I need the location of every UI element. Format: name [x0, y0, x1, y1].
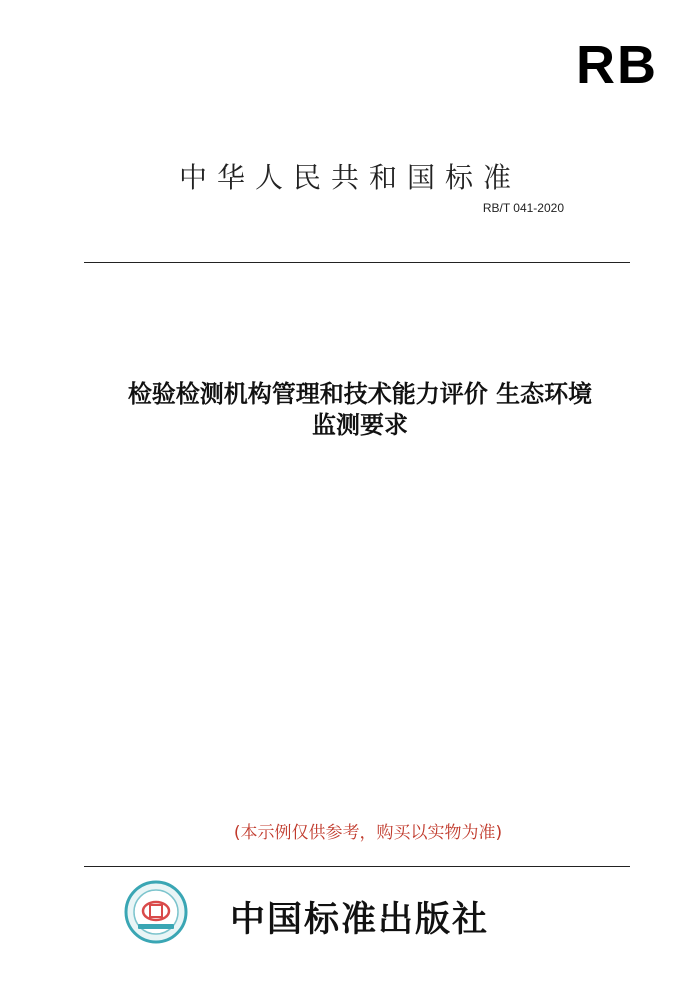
footer-divider	[84, 866, 630, 867]
header-divider	[84, 262, 630, 263]
standard-number: RB/T 041-2020	[482, 201, 564, 215]
sample-notice: (本示例仅供参考，购买以实物为准)	[233, 823, 503, 843]
publisher-seal-icon	[124, 880, 188, 944]
document-title-line2: 监测要求	[312, 410, 408, 439]
document-title-line1: 检验检测机构管理和技术能力评价 生态环境	[127, 379, 593, 408]
standard-category-title: 中华人民共和国标准	[178, 161, 521, 194]
standard-code: RB	[576, 35, 658, 95]
document-title	[60, 378, 660, 440]
publisher-name: 中国标准出版社	[230, 899, 490, 940]
